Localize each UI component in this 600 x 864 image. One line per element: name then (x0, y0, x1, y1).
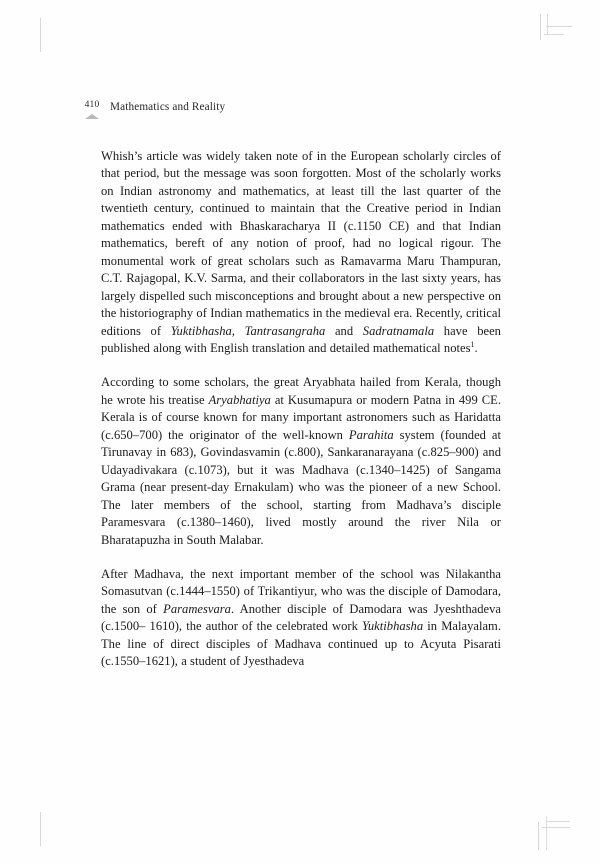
italic-title: Yuktibhasha (362, 619, 424, 634)
italic-title: Yuktibhasha, Tantrasangraha (170, 323, 326, 338)
text-run: in Malayalam. The line of direct disciples of Madhava continued up to Acyuta Pisarati (c.1550–1621), a student of Jyesthadeva (101, 619, 501, 669)
running-title: Mathematics and Reality (110, 101, 226, 113)
text-run: . (474, 340, 478, 355)
running-header (78, 101, 225, 119)
text-run: According to some scholars, the great Aryabhata hailed from Kerala, though he wrote his treatise (101, 375, 501, 407)
text-run: . Another disciple of Damodara was Jyeshthadeva (c.1500– 1610), the author of the celebrated work (101, 601, 502, 634)
italic-title: Paramesvara (163, 601, 231, 616)
triangle-ornament-icon (85, 114, 99, 119)
paragraph-2 (101, 374, 501, 549)
paragraph-1 (101, 148, 501, 357)
footnote-marker: 1 (470, 339, 475, 349)
crop-mark-bottom-right (526, 806, 570, 850)
crop-mark-top-left (40, 18, 70, 54)
crop-mark-bottom-left (40, 810, 70, 846)
paragraph-3 (101, 566, 501, 671)
italic-title: Aryabhatiya (208, 392, 271, 407)
italic-title: Sadratnamala (362, 323, 435, 338)
text-run: and (325, 323, 363, 338)
italic-title: Parahita (348, 427, 394, 442)
text-run: at Kusumapura or modern Patna in 499 CE. Kerala is of course known for many important astronomers such as Haridatta (c.650–700) the originator of the well-known (101, 392, 501, 442)
page-number: 410 (84, 100, 100, 110)
text-run: After Madhava, the next important member of the school was Nilakantha Somasutvan (c.1444–1550) of Trikantiyur, who was the disciple of Damodara, the son of (101, 566, 501, 616)
text-run: system (founded at Tirunavay in 683), Govindasvamin (c.800), Sankaranarayana (c.825–900) and Udayadivakara (c.1073), but it was Madhava (c.1340–1425) of Sangama Grama (near present-day Ernakulam) who was the pioneer of a new School. The later members of the school, starting from Madhava’s disciple Paramesvara (c.1380–1460), lived mostly around the river Nila or Bharatapuzha in South Malabar. (101, 427, 501, 547)
crop-mark-top-right (530, 14, 570, 54)
folio-group (78, 101, 106, 119)
body-text-column (101, 148, 501, 671)
text-run: Whish’s article was widely taken note of in the European scholarly circles of that period, but the message was soon forgotten. Most of the scholarly works on Indian astronomy and mathematics, at least till the last quarter of the twentieth century, continued to maintain that the Creative period in Indian mathematics ended with Bhaskaracharya II (c.1150 CE) and that Indian mathematics, bereft of any notion of proof, had no logical rigour. The monumental work of great scholars such as Ramavarma Maru Thampuran, C.T. Rajagopal, K.V. Sarma, and their collaborators in the last sixty years, has largely dispelled such misconceptions and brought about a new perspective on the historiography of Indian mathematics in the medieval era. Recently, critical editions of (101, 149, 501, 338)
text-run: have been published along with English translation and detailed mathematical notes (101, 323, 501, 355)
